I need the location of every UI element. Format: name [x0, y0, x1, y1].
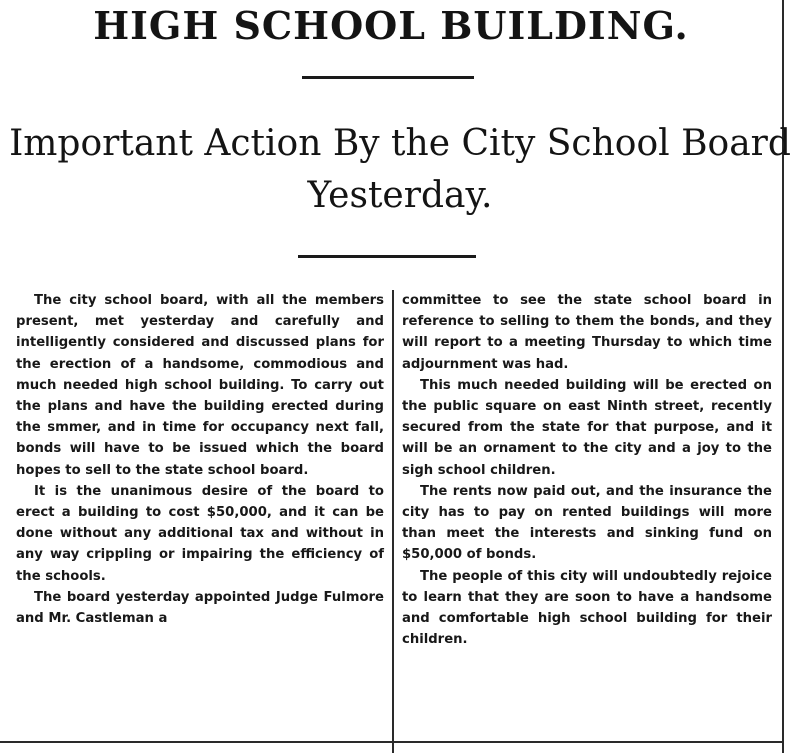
paragraph: committee to see the state school board in reference to selling to them the bonds, and they will report to a meeting Thursday to which time adjournment was had.	[402, 293, 772, 372]
right-column-rule	[782, 0, 784, 753]
article-column-right	[402, 290, 772, 650]
paragraph: The people of this city will undoubtedly rejoice to learn that they are soon to have a handsome and comfortable high school building for their children.	[402, 568, 772, 648]
paragraph: It is the unanimous desire of the board to erect a building to cost $50,000, and it can be done without any additional tax and without in any way crippling or impairing the efficiency of the schools.	[16, 483, 384, 584]
paragraph: The city school board, with all the members present, met yesterday and carefully and intelligently considered and discussed plans for the erection of a handsome, commodious and much needed high school building. To carry out the plans and have the building erected during the smmer, and in time for occupancy next fall, bonds will have to be issued which the board hopes to sell to the state school board.	[16, 293, 384, 478]
article-column-left	[16, 290, 384, 629]
subheadline: Important Action By the City School Board Yesterday.	[9, 123, 791, 216]
headline: HIGH SCHOOL BUILDING.	[93, 3, 689, 48]
subheadline-divider	[298, 255, 476, 258]
bottom-rule	[0, 741, 782, 743]
paragraph: The board yesterday appointed Judge Fulmore and Mr. Castleman a	[16, 589, 384, 627]
paragraph: This much needed building will be erected on the public square on east Ninth street, recently secured from the state for that purpose, and it will be an ornament to the city and a joy to the sigh school children.	[402, 377, 772, 478]
column-divider	[392, 290, 394, 753]
paragraph: The rents now paid out, and the insurance the city has to pay on rented buildings will more than meet the interests and sinking fund on $50,000 of bonds.	[402, 483, 772, 563]
headline-divider	[302, 76, 474, 79]
